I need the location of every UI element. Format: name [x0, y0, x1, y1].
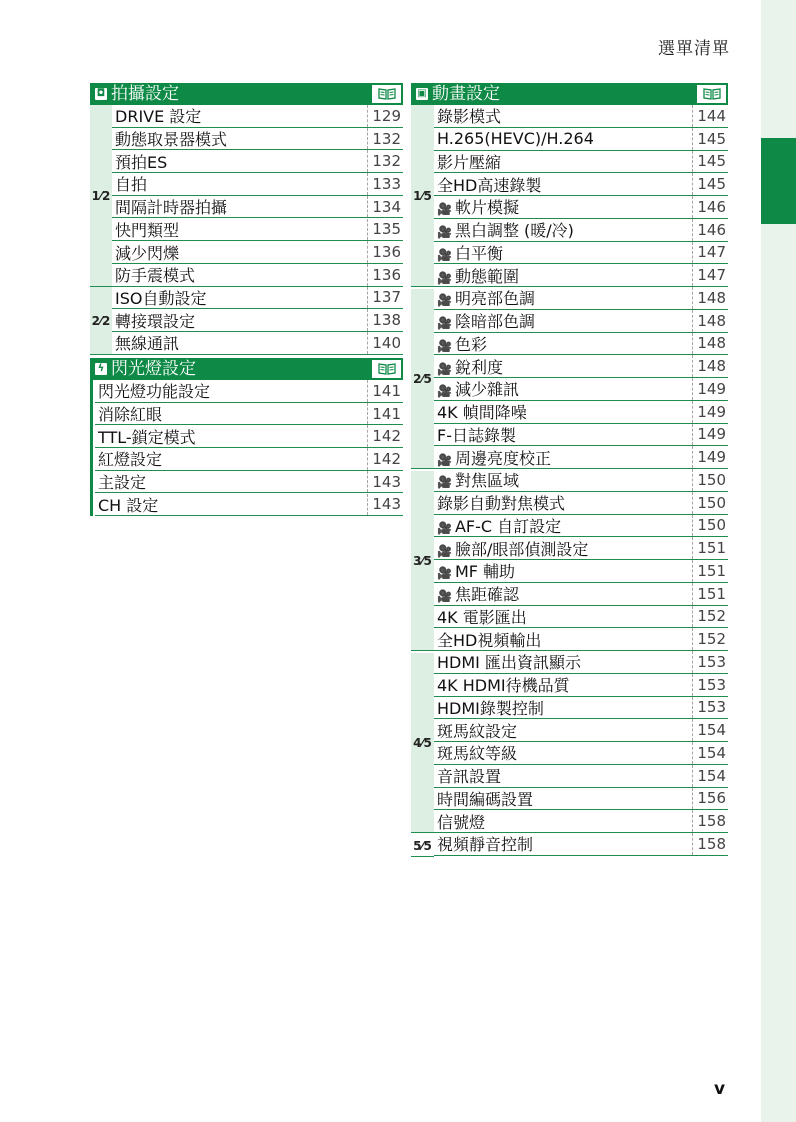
- menu-item-label: 動態取景器模式: [115, 130, 228, 150]
- menu-item-label: 紅燈設定: [98, 450, 163, 470]
- menu-item-label: 4K HDMI待機品質: [437, 676, 570, 696]
- menu-row[interactable]: [95, 471, 403, 494]
- page-ref: 158: [692, 810, 728, 832]
- menu-row[interactable]: [434, 310, 728, 333]
- menu-item-label: HDMI錄製控制: [437, 698, 544, 718]
- menu-item-label: 快門類型: [115, 220, 180, 240]
- menu-row[interactable]: [95, 425, 403, 448]
- menu-row[interactable]: [434, 242, 728, 265]
- page-ref: 151: [692, 583, 728, 605]
- menu-item-label: 🎥 軟片模擬: [437, 198, 519, 218]
- page-ref: 149: [692, 446, 728, 468]
- movie-camera-icon: 🎥: [437, 589, 452, 604]
- movie-camera-icon: 🎥: [437, 293, 452, 308]
- flash-left-rule: [90, 380, 93, 516]
- menu-item-label: 🎥 色彩: [437, 334, 487, 354]
- page-band-4: 4⁄5: [411, 653, 434, 833]
- book-icon: [372, 360, 401, 378]
- menu-row[interactable]: [95, 448, 403, 471]
- movie-camera-icon: 🎥: [437, 452, 452, 467]
- page-ref: 136: [367, 241, 403, 263]
- page-ref: 143: [367, 494, 403, 516]
- menu-item-label: 預拍ES: [115, 152, 168, 172]
- menu-item-label: 斑馬紋等級: [437, 744, 518, 764]
- book-icon: [372, 85, 401, 103]
- menu-row[interactable]: [434, 469, 728, 492]
- menu-item-label: HDMI 匯出資訊顯示: [437, 653, 581, 673]
- menu-row[interactable]: [434, 742, 728, 765]
- page-ref: 148: [692, 355, 728, 377]
- page-ref: 140: [367, 332, 403, 354]
- chapter-tab[interactable]: [761, 138, 796, 224]
- menu-row[interactable]: [434, 446, 728, 469]
- menu-item-label: 無線通訊: [115, 334, 180, 354]
- menu-row[interactable]: [112, 332, 403, 355]
- menu-row[interactable]: [112, 309, 403, 332]
- page-ref: 132: [367, 128, 403, 150]
- menu-item-label: 閃光燈功能設定: [98, 382, 211, 402]
- menu-item-label: 4K 電影匯出: [437, 607, 527, 627]
- menu-item-label: 信號燈: [437, 812, 486, 832]
- page-ref: 150: [692, 469, 728, 491]
- movie-camera-icon: 🎥: [437, 247, 452, 262]
- menu-row[interactable]: [434, 537, 728, 560]
- menu-row[interactable]: [434, 492, 728, 515]
- movie-camera-icon: 🎥: [437, 316, 452, 331]
- movie-camera-icon: 🎥: [437, 475, 452, 490]
- page-ref: 149: [692, 378, 728, 400]
- menu-item-label: 主設定: [98, 473, 147, 493]
- menu-item-label: 防手震模式: [115, 266, 196, 286]
- menu-item-label: DRIVE 設定: [115, 107, 202, 127]
- movie-icon: ▣: [417, 88, 427, 99]
- menu-row[interactable]: [112, 105, 403, 128]
- movie-camera-icon: 🎥: [437, 338, 452, 353]
- menu-row[interactable]: [434, 264, 728, 287]
- menu-row[interactable]: [434, 515, 728, 538]
- section-title: 拍攝設定: [111, 84, 179, 104]
- page-ref: 141: [367, 403, 403, 425]
- menu-row[interactable]: [434, 583, 728, 606]
- menu-row[interactable]: [434, 173, 728, 196]
- page-ref: 147: [692, 264, 728, 286]
- page-ref: 153: [692, 697, 728, 719]
- menu-item-label: 轉接環設定: [115, 311, 196, 331]
- page-ref: 151: [692, 560, 728, 582]
- page-ref: 156: [692, 788, 728, 810]
- menu-row[interactable]: [112, 150, 403, 173]
- menu-item-label: 🎥 白平衡: [437, 243, 503, 263]
- camera-icon: ◘: [96, 88, 106, 99]
- menu-row[interactable]: [434, 628, 728, 651]
- page-band-2: 2⁄5: [411, 289, 434, 469]
- page-ref: 154: [692, 765, 728, 787]
- menu-row[interactable]: [434, 833, 728, 856]
- menu-row[interactable]: [434, 151, 728, 174]
- page-title: 選單清單: [658, 39, 730, 59]
- page-ref: 145: [692, 128, 728, 150]
- menu-row[interactable]: [112, 241, 403, 264]
- menu-row[interactable]: [434, 697, 728, 720]
- menu-item-label: 🎥 臉部/眼部偵測設定: [437, 539, 589, 559]
- page-ref: 150: [692, 492, 728, 514]
- menu-row[interactable]: [434, 287, 728, 310]
- movie-camera-icon: 🎥: [437, 361, 452, 376]
- page-ref: 143: [367, 471, 403, 493]
- movie-camera-icon: 🎥: [437, 566, 452, 581]
- page-ref: 154: [692, 742, 728, 764]
- page-ref: 142: [367, 425, 403, 447]
- page-band-3: 3⁄5: [411, 471, 434, 651]
- menu-item-label: 錄影模式: [437, 107, 502, 127]
- page-ref: 137: [367, 287, 403, 309]
- menu-row[interactable]: [434, 196, 728, 219]
- page-ref: 149: [692, 424, 728, 446]
- menu-row[interactable]: [434, 105, 728, 128]
- menu-row[interactable]: [434, 355, 728, 378]
- menu-item-label: 視頻靜音控制: [437, 835, 534, 855]
- menu-item-label: 音訊設置: [437, 767, 502, 787]
- shooting-settings-header: [90, 83, 403, 105]
- page-ref: 154: [692, 719, 728, 741]
- page-ref: 132: [367, 150, 403, 172]
- menu-item-label: 🎥 焦距確認: [437, 585, 519, 605]
- page-ref: 158: [692, 833, 728, 855]
- movie-camera-icon: 🎥: [437, 225, 452, 240]
- menu-item-label: 4K 幀間降噪: [437, 403, 527, 423]
- menu-item-label: 間隔計時器拍攝: [115, 198, 228, 218]
- menu-item-label: H.265(HEVC)/H.264: [437, 129, 594, 149]
- flash-icon: ϟ: [95, 363, 107, 375]
- menu-item-label: CH 設定: [98, 495, 159, 515]
- menu-row[interactable]: [434, 651, 728, 674]
- movie-camera-icon: 🎥: [437, 202, 452, 217]
- menu-item-label: 減少閃爍: [115, 243, 180, 263]
- page-ref: 135: [367, 219, 403, 241]
- page-ref: 134: [367, 196, 403, 218]
- menu-row[interactable]: [95, 403, 403, 426]
- page-ref: 152: [692, 628, 728, 650]
- page-ref: 145: [692, 173, 728, 195]
- page-ref: 133: [367, 173, 403, 195]
- menu-item-label: 🎥 減少雜訊: [437, 380, 519, 400]
- menu-row[interactable]: [434, 378, 728, 401]
- menu-item-label: ISO自動設定: [115, 288, 207, 308]
- menu-row[interactable]: [112, 128, 403, 151]
- menu-item-label: 🎥 黑白調整 (暖/冷): [437, 221, 574, 241]
- page-ref: 148: [692, 333, 728, 355]
- section-title: 閃光燈設定: [111, 359, 196, 379]
- movie-camera-icon: 🎥: [437, 384, 452, 399]
- menu-row[interactable]: [434, 401, 728, 424]
- page-band-5: 5⁄5: [411, 835, 434, 857]
- page-ref: 129: [367, 105, 403, 127]
- movie-camera-icon: 🎥: [437, 543, 452, 558]
- menu-item-label: 🎥 AF-C 自訂設定: [437, 516, 562, 536]
- menu-item-label: 影片壓縮: [437, 152, 502, 172]
- page-band-1: 1⁄2: [90, 105, 112, 287]
- menu-row[interactable]: [434, 765, 728, 788]
- menu-item-label: 🎥 銳利度: [437, 357, 503, 377]
- menu-item-label: 全HD高速錄製: [437, 175, 542, 195]
- menu-item-label: 🎥 MF 輔助: [437, 562, 516, 582]
- menu-row[interactable]: [95, 494, 403, 517]
- page-ref: 147: [692, 242, 728, 264]
- menu-row[interactable]: [434, 424, 728, 447]
- menu-item-label: F-日誌錄製: [437, 425, 516, 445]
- page-ref: 146: [692, 219, 728, 241]
- page-ref: 150: [692, 515, 728, 537]
- page-ref: 136: [367, 264, 403, 286]
- menu-row[interactable]: [112, 287, 403, 310]
- menu-item-label: 錄影自動對焦模式: [437, 494, 566, 514]
- menu-row[interactable]: [95, 380, 403, 403]
- menu-row[interactable]: [434, 810, 728, 833]
- page-ref: 145: [692, 151, 728, 173]
- page-ref: 142: [367, 448, 403, 470]
- menu-row[interactable]: [434, 128, 728, 151]
- menu-row[interactable]: [112, 196, 403, 219]
- page-number: v: [714, 1079, 726, 1099]
- page-ref: 146: [692, 196, 728, 218]
- flash-settings-header: [90, 358, 403, 380]
- menu-row[interactable]: [434, 606, 728, 629]
- page-ref: 151: [692, 537, 728, 559]
- page-band-2: 2⁄2: [90, 287, 112, 355]
- movie-camera-icon: 🎥: [437, 270, 452, 285]
- menu-item-label: 🎥 周邊亮度校正: [437, 448, 551, 468]
- menu-item-label: 消除紅眼: [98, 405, 163, 425]
- menu-item-label: 自拍: [115, 175, 148, 195]
- page-ref: 149: [692, 401, 728, 423]
- page-ref: 152: [692, 606, 728, 628]
- movie-camera-icon: 🎥: [437, 520, 452, 535]
- page-ref: 148: [692, 287, 728, 309]
- section-title: 動畫設定: [432, 84, 500, 104]
- menu-item-label: 斑馬紋設定: [437, 721, 518, 741]
- menu-row[interactable]: [434, 719, 728, 742]
- page-ref: 148: [692, 310, 728, 332]
- menu-row[interactable]: [434, 219, 728, 242]
- menu-row[interactable]: [434, 333, 728, 356]
- menu-row[interactable]: [112, 219, 403, 242]
- page-band-1: 1⁄5: [411, 105, 434, 287]
- book-icon: [697, 85, 726, 103]
- menu-item-label: 🎥 動態範圍: [437, 266, 519, 286]
- page-ref: 138: [367, 309, 403, 331]
- page-ref: 153: [692, 674, 728, 696]
- menu-item-label: TTL-鎖定模式: [98, 427, 196, 447]
- menu-item-label: 🎥 陰暗部色調: [437, 312, 535, 332]
- page-ref: 141: [367, 380, 403, 402]
- menu-row[interactable]: [112, 173, 403, 196]
- menu-item-label: 全HD視頻輸出: [437, 630, 542, 650]
- menu-row[interactable]: [434, 560, 728, 583]
- menu-row[interactable]: [112, 264, 403, 287]
- page-ref: 153: [692, 651, 728, 673]
- menu-item-label: 🎥 明亮部色調: [437, 289, 535, 309]
- menu-item-label: 時間編碼設置: [437, 789, 534, 809]
- menu-row[interactable]: [434, 674, 728, 697]
- page-ref: 144: [692, 105, 728, 127]
- menu-item-label: 🎥 對焦區域: [437, 471, 519, 491]
- movie-settings-header: [411, 83, 728, 105]
- menu-row[interactable]: [434, 788, 728, 811]
